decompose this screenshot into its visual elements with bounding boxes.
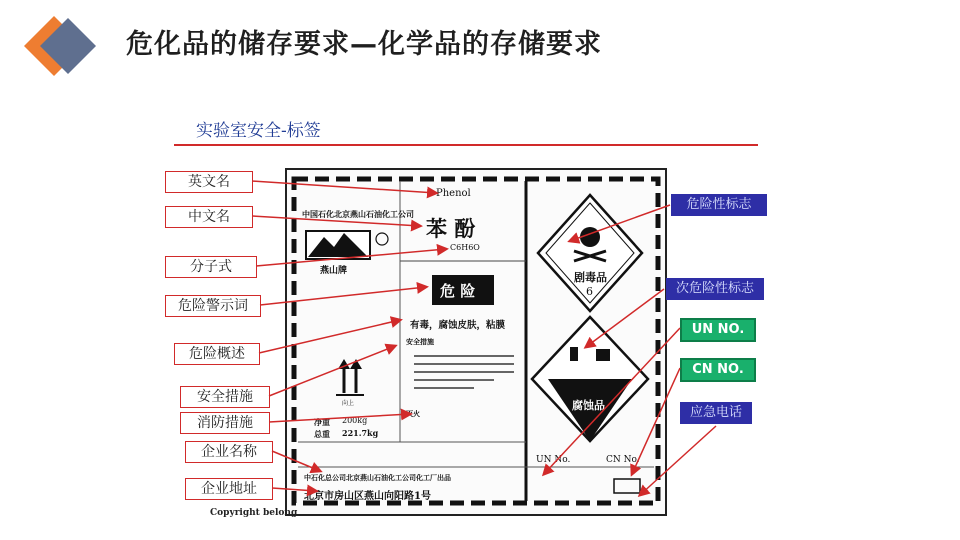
label-manufacturer: 中石化总公司北京燕山石油化工公司化工厂出品	[304, 473, 451, 482]
label-hazard-summary: 有毒，腐蚀皮肤，粘膜	[410, 320, 506, 331]
label-english-name: Phenol	[436, 188, 471, 199]
section-subtitle: 实验室安全-标签	[196, 121, 321, 141]
callout-hazard-mark: 危险性标志	[671, 194, 767, 216]
callout-fire-measures: 消防措施	[180, 412, 270, 434]
copyright-text: Copyright belong	[210, 508, 298, 518]
label-company-header: 中国石化北京燕山石油化工公司	[302, 209, 414, 219]
callout-chinese-name: 中文名	[165, 206, 253, 228]
label-gross-weight: 221.7kg	[342, 428, 379, 438]
label-precautions-title: 安全措施	[406, 337, 434, 346]
label-formula: C6H6O	[450, 243, 480, 252]
label-cn-text: CN No.	[606, 455, 640, 465]
label-corrosive-text: 腐蚀品	[572, 399, 605, 412]
label-net-weight-caption: 净重	[314, 417, 330, 427]
label-toxic-text: 剧毒品	[574, 271, 607, 284]
page-title: 危化品的储存要求—化学品的存储要求	[126, 29, 602, 60]
label-top-up: 向上	[342, 400, 355, 407]
label-toxic-class: 6	[586, 285, 593, 298]
callout-secondary-hazard: 次危险性标志	[666, 278, 764, 300]
callout-un-no: UN NO.	[680, 318, 756, 342]
label-net-weight: 200kg	[342, 416, 368, 425]
label-un-text: UN No.	[536, 455, 571, 465]
label-fire-title: 灭火	[406, 409, 420, 418]
callout-formula: 分子式	[165, 256, 257, 278]
label-gross-weight-caption: 总重	[314, 429, 330, 439]
callout-safety-measures: 安全措施	[180, 386, 270, 408]
label-chinese-name: 苯 酚	[426, 216, 476, 241]
callout-company-address: 企业地址	[185, 478, 273, 500]
callout-hazard-summary: 危险概述	[174, 343, 260, 365]
label-signal-word: 危 险	[440, 282, 476, 300]
label-brand: 燕山牌	[320, 266, 348, 276]
callout-company-name: 企业名称	[185, 441, 273, 463]
callout-english-name: 英文名	[165, 171, 253, 193]
callout-signal-word: 危险警示词	[165, 295, 261, 317]
label-address: 北京市房山区燕山向阳路1号	[304, 491, 431, 502]
callout-cn-no: CN NO.	[680, 358, 756, 382]
callout-emergency-phone: 应急电话	[680, 402, 752, 424]
